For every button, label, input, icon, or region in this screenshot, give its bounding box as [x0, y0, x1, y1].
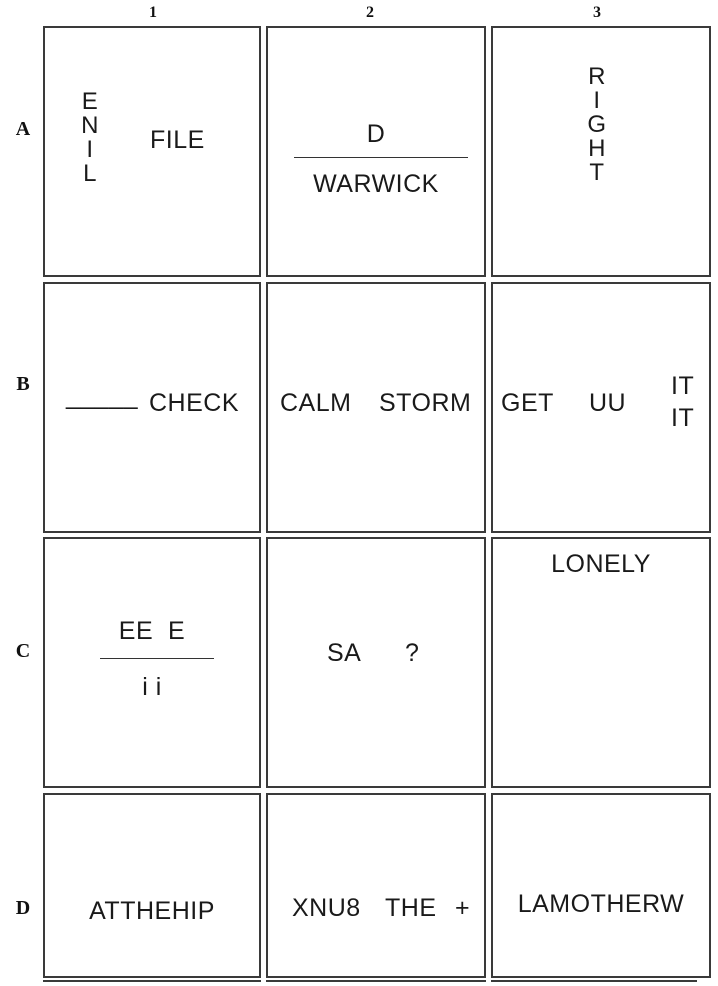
word-the: THE — [385, 894, 437, 922]
letter: N — [81, 112, 99, 139]
vertical-word — [585, 65, 609, 185]
cell-c3 — [491, 537, 711, 788]
next-row-edge — [491, 980, 697, 986]
next-row-edge — [266, 980, 486, 986]
letter: T — [589, 159, 605, 186]
cell-c1 — [43, 537, 261, 788]
vertical-word — [78, 90, 102, 186]
cell-c2 — [266, 537, 486, 788]
left-word: CALM — [280, 389, 352, 417]
letter: R — [588, 63, 606, 90]
letter: E — [81, 88, 99, 115]
fraction-line — [100, 658, 214, 659]
row-header-c: C — [15, 640, 31, 662]
cell-word: ATTHEHIP — [89, 897, 215, 925]
row-header-a: A — [15, 118, 31, 140]
denominator-text: WARWICK — [313, 170, 439, 198]
letter: I — [593, 87, 601, 114]
fraction-line — [294, 157, 468, 158]
right-word: STORM — [379, 389, 472, 417]
row-header-d: D — [15, 897, 31, 919]
cell-b3 — [491, 282, 711, 533]
cell-b1 — [43, 282, 261, 533]
cell-word: LONELY — [551, 550, 651, 578]
question-mark: ? — [405, 639, 420, 667]
stack-bottom-word: IT — [671, 404, 695, 432]
plus-sign: + — [455, 894, 471, 922]
denominator-text: i i — [142, 673, 162, 701]
word-uu: UU — [589, 389, 627, 417]
letter: H — [588, 135, 606, 162]
blank-line: _____ — [66, 382, 139, 410]
cell-d1 — [43, 793, 261, 978]
cell-a2 — [266, 26, 486, 277]
next-row-edge — [43, 980, 261, 986]
stack-top-word: IT — [671, 372, 695, 400]
letter: G — [587, 111, 607, 138]
letter: L — [83, 160, 97, 187]
column-header-1: 1 — [149, 4, 157, 21]
cell-d2 — [266, 793, 486, 978]
cell-word: CHECK — [149, 389, 240, 417]
letter: I — [86, 136, 94, 163]
cell-a1 — [43, 26, 261, 277]
numerator-text: D — [366, 120, 386, 148]
column-header-2: 2 — [366, 4, 374, 21]
cell-a3 — [491, 26, 711, 277]
row-header-b: B — [16, 373, 30, 395]
cell-word: FILE — [150, 126, 205, 154]
numerator-text: EE E — [118, 617, 186, 645]
cell-word: LAMOTHERW — [517, 890, 685, 918]
word-xnu8: XNU8 — [292, 894, 361, 922]
cell-d3 — [491, 793, 711, 978]
column-header-3: 3 — [593, 4, 601, 21]
cell-b2 — [266, 282, 486, 533]
left-word: SA — [327, 639, 362, 667]
word-get: GET — [501, 389, 554, 417]
